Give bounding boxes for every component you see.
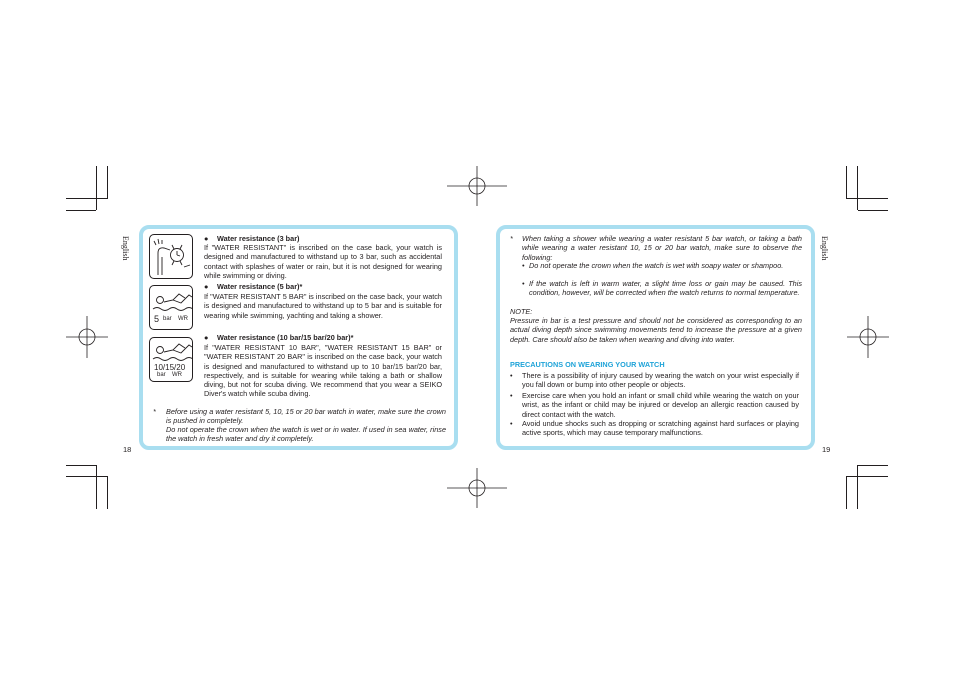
wr-label-2: WR bbox=[172, 372, 182, 378]
footnote-left-line1: Before using a water resistant 5, 10, 15 or 20 bar watch in water, make sure the crown is pushed in completely. bbox=[166, 407, 446, 426]
language-label-left: English bbox=[121, 236, 130, 261]
depth-number-5: 5 bbox=[154, 314, 160, 324]
sub-bullet: • bbox=[522, 261, 525, 270]
precaution-item-injury: There is a possibility of injury caused by wearing the watch on your wrist especially if you fall down or bump into other people or objects. bbox=[522, 371, 799, 390]
language-label-right: English bbox=[820, 236, 829, 261]
bullet-dot: ● bbox=[204, 282, 209, 291]
list-bullet: • bbox=[510, 391, 513, 400]
section-body-5bar: If "WATER RESISTANT 5 BAR" is inscribed on the case back, your watch is designed and manufactured to withstand up to 5 bar and is suitable for wearing while swimming, yachting and taking a shower. bbox=[204, 292, 442, 320]
depth-number-10-15-20: 10/15/20 bbox=[154, 363, 186, 372]
bar-unit-label: bar bbox=[163, 316, 172, 322]
section-title-3bar: Water resistance (3 bar) bbox=[217, 234, 300, 243]
precautions-heading: PRECAUTIONS ON WEARING YOUR WATCH bbox=[510, 360, 665, 369]
footnote-mark-right: * bbox=[510, 234, 513, 243]
swimming-5bar-icon bbox=[149, 285, 193, 330]
shower-bath-footnote: When taking a shower while wearing a water resistant 5 bar watch, or taking a bath while wearing a water resistant 10, 15 or 20 bar watch, make sure to observe the following: bbox=[522, 234, 802, 262]
footnote-left-line2: Do not operate the crown when the watch is wet or in water. If used in sea water, rinse the watch in fresh water and dry it completely. bbox=[166, 425, 446, 444]
bar-unit-label-2: bar bbox=[157, 372, 166, 378]
precaution-item-shocks: Avoid undue shocks such as dropping or scratching against hard surfaces or playing active sports, which may cause temporary malfunctions. bbox=[522, 419, 799, 438]
section-body-3bar: If "WATER RESISTANT" is inscribed on the case back, your watch is designed and manufactured to withstand up to 3 bar, such as accidental contact with splashes of water or rain, but it is not designed for wearing while swimming or diving. bbox=[204, 243, 442, 280]
section-body-10-15-20bar: If "WATER RESISTANT 10 BAR", "WATER RESISTANT 15 BAR" or "WATER RESISTANT 20 BAR" is inscribed on the case back, your watch is designed and manufactured to withstand up to 10 bar/15 bar/20 bar, respectively, and is suitable for wearing while taking a bath or shallow diving, but not for scuba diving. We recommend that you wear a SEIKO Diver's watch while scuba diving. bbox=[204, 343, 442, 399]
page-number-left: 18 bbox=[123, 445, 132, 454]
wr-label: WR bbox=[178, 316, 188, 322]
sub-item-warm-water: If the watch is left in warm water, a slight time loss or gain may be caused. This condition, however, will be corrected when the watch returns to normal temperature. bbox=[529, 279, 802, 298]
bullet-dot: ● bbox=[204, 333, 209, 342]
list-bullet: • bbox=[510, 371, 513, 380]
page-number-right: 19 bbox=[822, 445, 831, 454]
note-text: Pressure in bar is a test pressure and should not be considered as corresponding to an actual diving depth since swimming movements tend to increase the pressure at a given depth. Care should also be taken when wearing and diving into water. bbox=[510, 316, 802, 344]
section-title-10-15-20bar: Water resistance (10 bar/15 bar/20 bar)* bbox=[217, 333, 354, 342]
precaution-item-infant: Exercise care when you hold an infant or small child while wearing the watch on your wrist, as the infant or child may be injured or develop an allergic reaction caused by direct contact with the watch. bbox=[522, 391, 799, 419]
sub-item-soapy-water: Do not operate the crown when the watch is wet with soapy water or shampoo. bbox=[529, 261, 784, 270]
swimming-10-15-20bar-icon bbox=[149, 337, 193, 382]
note-label: NOTE: bbox=[510, 307, 533, 316]
water-splash-icon bbox=[149, 234, 193, 279]
list-bullet: • bbox=[510, 419, 513, 428]
bullet-dot: ● bbox=[204, 234, 209, 243]
section-title-5bar: Water resistance (5 bar)* bbox=[217, 282, 303, 291]
footnote-mark-left: * bbox=[153, 407, 156, 416]
sub-bullet: • bbox=[522, 279, 525, 288]
